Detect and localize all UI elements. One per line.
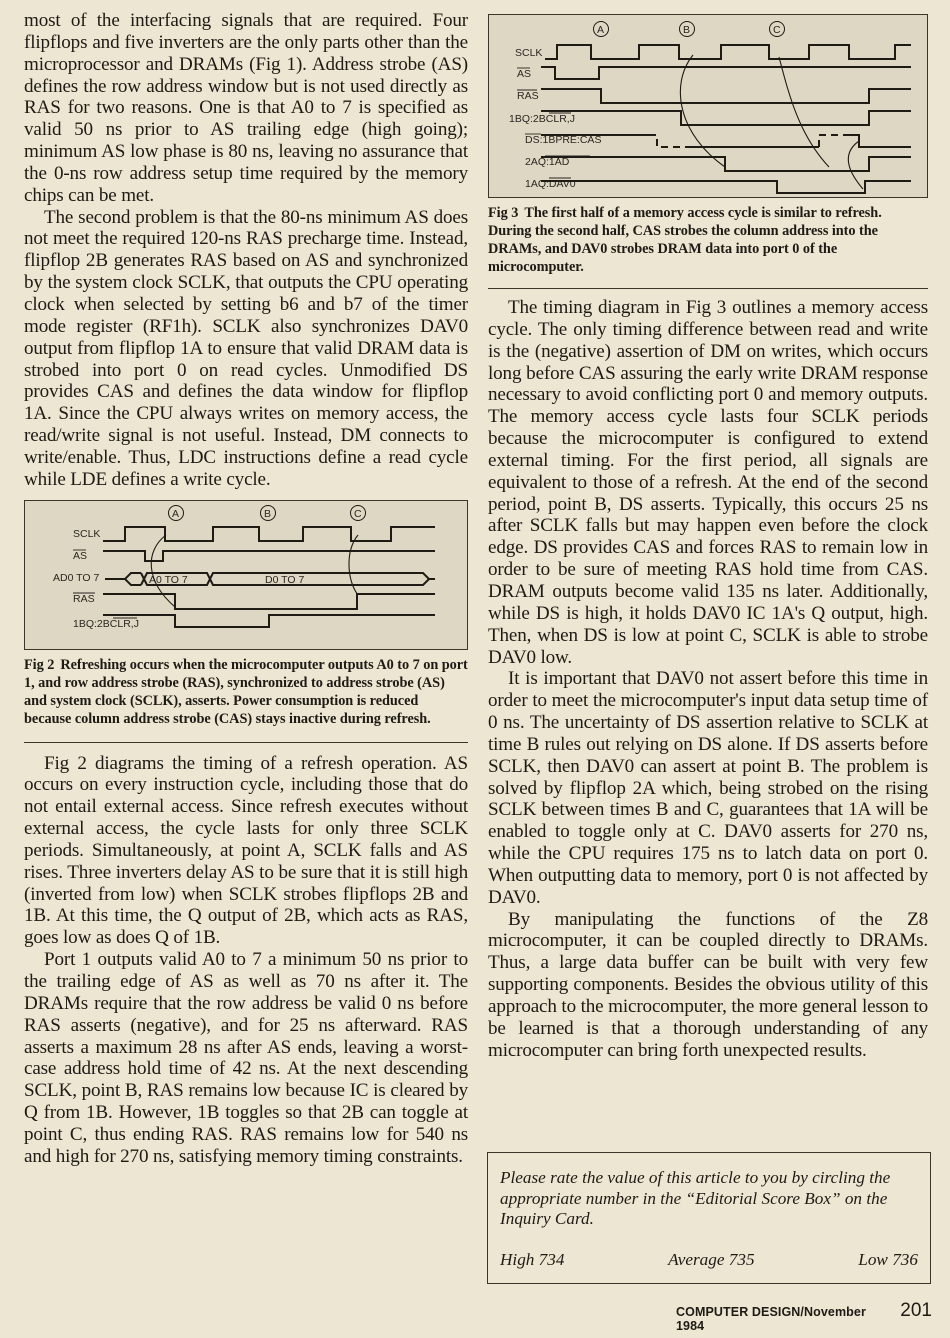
magazine-name: COMPUTER DESIGN/November 1984 (676, 1305, 866, 1333)
page-footer (676, 1300, 932, 1333)
fig2-wave-sclk (103, 527, 435, 541)
fig3-wave-as (541, 67, 911, 79)
fig3-point-a (594, 22, 609, 37)
fig3-wave-sclk (545, 45, 911, 59)
fig2-wave-ras (103, 594, 435, 609)
fig3-wave-ras (541, 89, 911, 103)
left-paragraph-2: The second problem is that the 80-ns minimum AS does not meet the required 120-ns RAS precharge time. Instead, flipflop 2B generates RAS based on AS and synchronized by the system clock SCLK, that outputs the CPU operating clock when selected by setting b6 and b7 of the timer mode register (RF1h). SCLK also synchronizes DAV0 output from flipflop 1A to ensure that valid DRAM data is strobed into port 0 on read cycles. Unmodified DS provides CAS and defines the data window for flipflop 1A. Since the CPU always writes on memory access, the read/write signal is not useful. Instead, DM connects to write/enable. Thus, LDC instructions define a read cycle while LDE defines a write cycle. (24, 206, 468, 490)
figure-3 (488, 14, 928, 276)
fig2-signal-label-4: 1BQ:2BCLR,J (73, 617, 139, 630)
score-box-ratings (500, 1250, 918, 1271)
fig3-caption-text: The first half of a memory access cycle is similar to refresh. During the second half, CAS strobes the column address into the DRAMs, and DAV0 strobes DRAM data into port 0 of the microcomputer. (488, 205, 882, 275)
svg-text:A: A (597, 24, 605, 36)
fig3-number: Fig 3 (488, 205, 519, 221)
fig2-number: Fig 2 (24, 656, 55, 673)
fig3-diagram (488, 14, 928, 198)
left-divider (24, 742, 468, 743)
fig3-signal-label-6: 1AQ:DAV0 (525, 178, 576, 190)
left-column (24, 10, 468, 1168)
left-paragraph-1: most of the interfacing signals that are required. Four flipflops and five inverters are the only parts other than the microprocessor and DRAMs (Fig 1). Address strobe (AS) defines the row address window but is not used directly as RAS for two reasons. One is that A0 to 7 is specified as valid 50 ns prior to AS trailing edge (high going); minimum AS low phase is 80 ns, leaving no assurance that the 0-ns row address setup time required by the memory chips can be met. (24, 10, 468, 206)
right-paragraph-1: The timing diagram in Fig 3 outlines a memory access cycle. The only timing difference between read and write is the (negative) assertion of DM on writes, which occurs long before CAS assuring the early write DRAM response necessary to avoid conflicting port 0 and memory outputs. The memory access cycle lasts four SCLK periods because the microcomputer is configured to extend external timing. For the first period, all signals are equivalent to those of a refresh. At the end of the second period, point B, DS asserts. Typically, this occurs 25 ns after SCLK falls but may happen even before the clock edge. DS provides CAS and forces RAS to remain low in order to be sure of meeting RAS hold time from CAS. DRAM outputs become valid 135 ns later. Additionally, while DS is high, it holds DAV0 IC 1A's Q output, high. Then, when DS is low at point C, SCLK is able to strobe DAV0 low. (488, 297, 928, 668)
fig3-signal-label-1: AS (517, 68, 532, 80)
fig3-wave-2aq (541, 157, 911, 171)
fig2-timing-svg (25, 501, 466, 648)
editorial-score-box (487, 1152, 931, 1284)
figure-2 (24, 500, 468, 728)
fig3-signal-label-3: 1BQ:2BCLR,J (509, 113, 575, 125)
fig2-point-c (351, 505, 366, 520)
svg-text:B: B (264, 507, 272, 520)
fig3-point-b (680, 22, 695, 37)
fig2-caption-text: Refreshing occurs when the microcomputer outputs A0 to 7 on port 1, and row address strobe (RAS), synchronized to address strobe (AS) and system clock (SCLK), asserts. Power consumption is reduced because column address strobe (CAS) stays inactive during refresh. (24, 656, 468, 727)
fig3-caption (488, 204, 928, 276)
fig2-bus-label-1: D0 TO 7 (265, 573, 305, 586)
fig3-wave-1bq (541, 111, 911, 125)
left-paragraph-3: Fig 2 diagrams the timing of a refresh operation. AS occurs on every instruction cycle, including those that do not entail external access. Since refresh executes without external access, the cycle lasts for only three SCLK periods. Simultaneously, at point A, SCLK falls and AS rises. Three inverters delay AS to be sure that it is still high (inverted from low) when SCLK strobes flipflops 2B and 1B. At this time, the Q output of 2B, which acts as RAS, goes low as does Q of 1B. (24, 752, 468, 949)
score-box-prompt: Please rate the value of this article to you by circling the appropriate number in the “Editorial Score Box” on the Inquiry Card. (500, 1168, 891, 1228)
fig3-signal-label-2: RAS (517, 90, 539, 102)
fig2-diagram (24, 500, 468, 650)
svg-text:B: B (683, 24, 691, 36)
fig3-timing-svg (489, 15, 926, 196)
rating-low: Low 736 (858, 1249, 918, 1269)
fig2-wave-1bq (103, 615, 435, 627)
fig3-signal-label-5: 2AQ:1AD (525, 156, 570, 168)
left-paragraph-4: Port 1 outputs valid A0 to 7 a minimum 50 ns prior to the trailing edge of AS as well as 70 ns after it. The DRAMs require that the row address be valid 0 ns before RAS asserts (negative), and for 25 ns afterward. RAS asserts a maximum 28 ns after AS ends, leaving a worst-case address hold time of 42 ns. At the next descending SCLK, point B, RAS remains low because IC is cleared by Q from 1B. However, 1B toggles so that 2B can toggle at point C, thus ending RAS. RAS remains low for 540 ns and high for 270 ns, satisfying memory timing constraints. (24, 949, 468, 1167)
svg-text:A: A (172, 507, 180, 520)
fig3-point-c (770, 22, 785, 37)
fig2-signal-label-3: RAS (73, 592, 95, 605)
fig3-wave-1aq (541, 181, 911, 193)
fig2-signal-label-0: SCLK (73, 527, 101, 540)
rating-average: Average 735 (668, 1249, 755, 1269)
right-divider (488, 288, 928, 289)
fig2-point-a (169, 505, 184, 520)
rating-high: High 734 (500, 1249, 565, 1269)
svg-text:C: C (354, 507, 362, 520)
page-number: 201 (900, 1300, 932, 1321)
right-column (488, 14, 928, 1062)
svg-text:C: C (773, 24, 781, 36)
fig3-signal-label-0: SCLK (515, 47, 543, 59)
fig3-signal-label-4: DS:1BPRE:CAS (525, 134, 602, 146)
fig2-signal-label-1: AS (73, 549, 88, 562)
fig2-caption (24, 656, 468, 728)
right-paragraph-2: It is important that DAV0 not assert before this time in order to meet the microcomputer's input data setup time of 0 ns. The uncertainty of DS assertion relative to SCLK at time B rules out relying on DS alone. If DS asserts before SCLK, then DAV0 can assert at point B. The problem is solved by flipflop 2A which, being strobed on the rising SCLK between times B and C, guarantees that 1A will be enabled to toggle only at C. DAV0 asserts for 270 ns, while the CPU requires 175 ns to latch data on port 0. When outputting data to memory, port 0 is not affected by DAV0. (488, 668, 928, 908)
right-paragraph-3: By manipulating the functions of the Z8 microcomputer, it can be coupled directly to DRAMs. Thus, a large data buffer can be built with very few supporting components. Besides the obvious utility of this approach to the microcomputer, the more general lesson to be learned is that a thorough understanding of any microcomputer can bring forth unexpected results. (488, 908, 928, 1061)
fig2-signal-label-2: AD0 TO 7 (53, 571, 100, 584)
fig2-point-b (261, 505, 276, 520)
fig2-bus-label-0: A0 TO 7 (149, 573, 188, 586)
